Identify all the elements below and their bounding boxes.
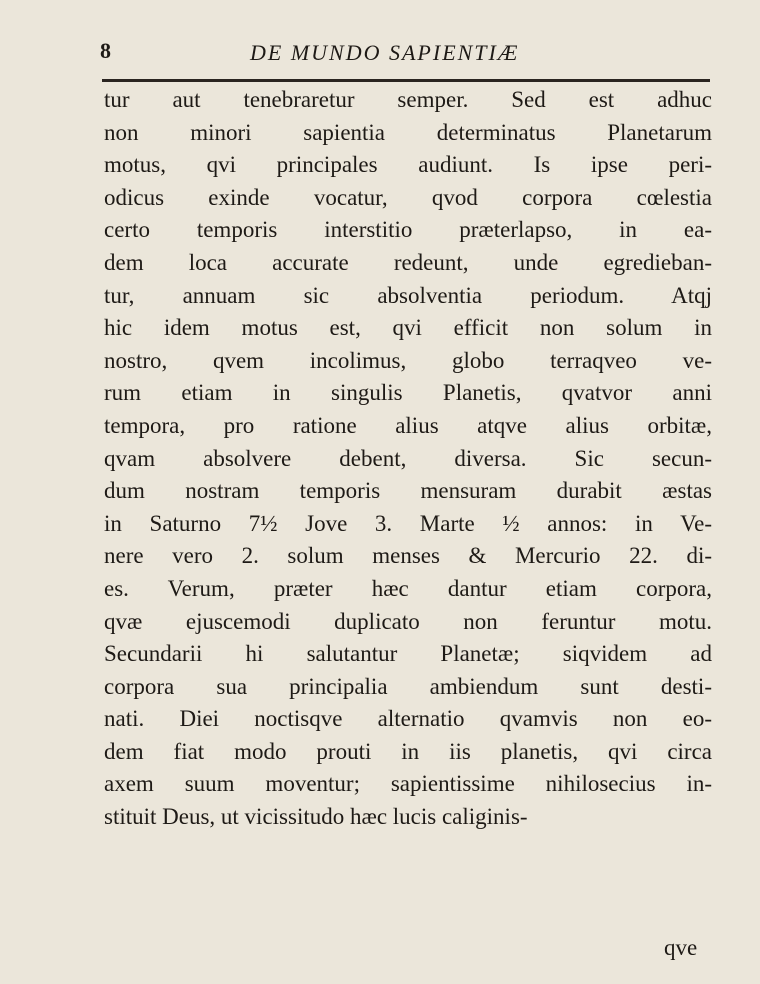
text-line: es. Verum, præter hæc dantur etiam corpora, [104,575,712,601]
text-line: stituit Deus, ut vicissitudo hæc lucis caliginis- [104,804,528,830]
text-line: qvam absolvere debent, diversa. Sic secun- [104,445,712,471]
text-line: dem fiat modo prouti in iis planetis, qvi circa [104,738,712,764]
text-line: nati. Diei noctisqve alternatio qvamvis non eo- [104,706,712,732]
text-line: tur, annuam sic absolventia periodum. Atqj [104,282,712,308]
text-line: axem suum moventur; sapientissime nihilosecius in- [104,771,712,797]
text-line: certo temporis interstitio præterlapso, in ea- [104,217,712,243]
text-line: hic idem motus est, qvi efficit non solum in [104,315,712,341]
text-line: qvæ ejuscemodi duplicato non feruntur motu. [104,608,712,634]
page-header [100,30,710,70]
text-line: dem loca accurate redeunt, unde egredieban- [104,249,712,275]
text-line: tempora, pro ratione alius atqve alius orbitæ, [104,412,712,438]
text-line: rum etiam in singulis Planetis, qvatvor anni [104,380,712,406]
text-line: in Saturno 7½ Jove 3. Marte ½ annos: in Ve- [104,510,712,536]
text-line: nere vero 2. solum menses & Mercurio 22. di- [104,543,712,569]
text-line: dum nostram temporis mensuram durabit æstas [104,478,712,504]
text-line: Secundarii hi salutantur Planetæ; siqvidem ad [104,641,712,667]
text-line: corpora sua principalia ambiendum sunt desti- [104,673,712,699]
text-line: motus, qvi principales audiunt. Is ipse peri- [104,152,712,178]
text-line: nostro, qvem incolimus, globo terraqveo ve- [104,347,712,373]
body-text [104,84,712,834]
text-line: odicus exinde vocatur, qvod corpora cœlestia [104,184,712,210]
catchword: qve [664,935,698,960]
text-line: tur aut tenebraretur semper. Sed est adhuc [104,87,712,112]
running-title: DE MUNDO SAPIENTIÆ [250,40,520,65]
text-line: non minori sapientia determinatus Planetarum [104,119,712,145]
header-rule [102,79,710,82]
page-number: 8 [100,38,111,63]
